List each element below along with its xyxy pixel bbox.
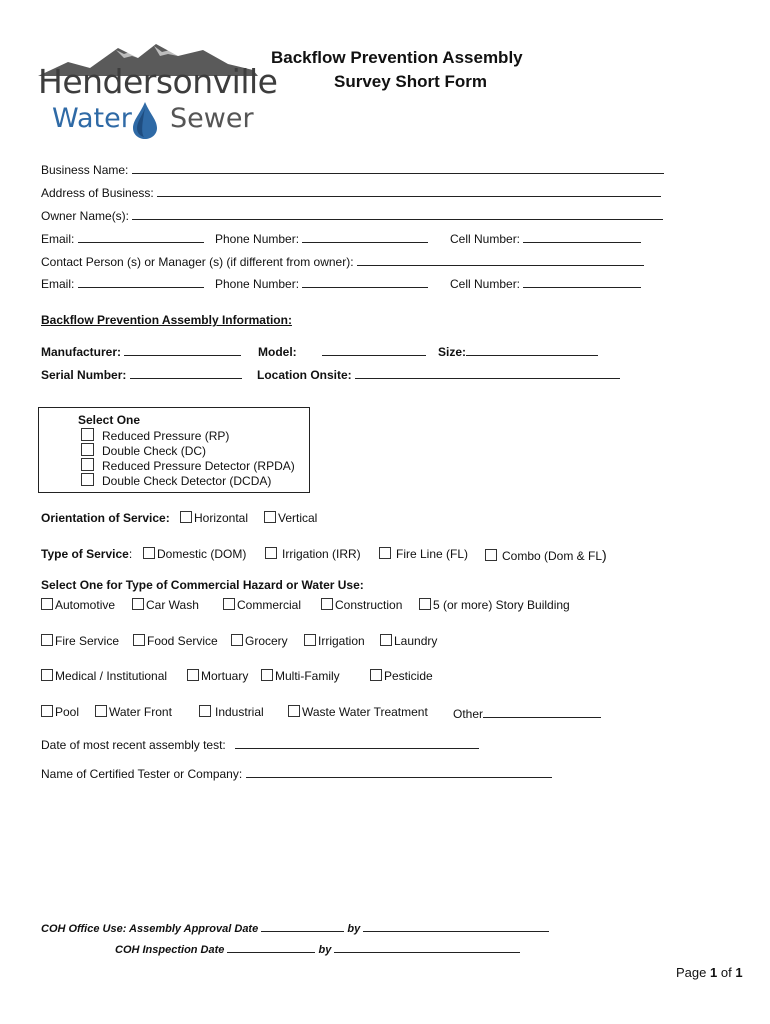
checkbox[interactable] bbox=[41, 634, 53, 646]
hazard-water-front[interactable] bbox=[95, 705, 172, 719]
contact-person-label: Contact Person (s) or Manager (s) (if different from owner): bbox=[41, 255, 354, 269]
hazard-pool[interactable] bbox=[41, 705, 79, 719]
option-label: Pesticide bbox=[384, 669, 433, 683]
checkbox[interactable] bbox=[41, 669, 53, 681]
logo-city: Hendersonville bbox=[38, 62, 278, 101]
checkbox[interactable] bbox=[264, 511, 276, 523]
service-irr[interactable] bbox=[265, 547, 361, 561]
hazard-mortuary[interactable] bbox=[187, 669, 248, 683]
cell-field-2[interactable] bbox=[523, 275, 641, 288]
checkbox[interactable] bbox=[41, 598, 53, 610]
business-name-label: Business Name: bbox=[41, 163, 129, 177]
select-one-title: Select One bbox=[78, 413, 141, 427]
option-label: Irrigation (IRR) bbox=[282, 547, 361, 561]
size-row bbox=[438, 343, 598, 359]
test-date-row bbox=[41, 736, 479, 752]
option-label: Double Check Detector (DCDA) bbox=[102, 474, 272, 488]
contact-person-row bbox=[41, 253, 644, 269]
cell-label-2: Cell Number: bbox=[450, 277, 521, 291]
page-subtitle: Survey Short Form bbox=[334, 72, 488, 91]
approval-by-field[interactable] bbox=[363, 921, 549, 932]
checkbox[interactable] bbox=[379, 547, 391, 559]
email-row-2 bbox=[41, 275, 204, 291]
option-label: Automotive bbox=[55, 598, 116, 612]
cell-label-1: Cell Number: bbox=[450, 232, 521, 246]
option-label: Medical / Institutional bbox=[55, 669, 168, 683]
phone-label-1: Phone Number: bbox=[215, 232, 300, 246]
checkbox[interactable] bbox=[132, 598, 144, 610]
email-field-1[interactable] bbox=[78, 230, 204, 243]
owner-label: Owner Name(s): bbox=[41, 209, 130, 223]
model-field[interactable] bbox=[322, 343, 426, 356]
business-name-row bbox=[41, 161, 664, 177]
phone-row-2 bbox=[215, 275, 428, 291]
option-label: Laundry bbox=[394, 634, 438, 648]
hazard-pesticide[interactable] bbox=[370, 669, 433, 683]
option-label: Industrial bbox=[215, 705, 264, 719]
checkbox[interactable] bbox=[180, 511, 192, 523]
serial-label: Serial Number: bbox=[41, 368, 127, 382]
close-paren: ) bbox=[602, 547, 607, 563]
checkbox[interactable] bbox=[304, 634, 316, 646]
location-field[interactable] bbox=[355, 366, 620, 379]
checkbox[interactable] bbox=[41, 705, 53, 717]
assembly-heading-text: Backflow Prevention Assembly Information: bbox=[41, 313, 292, 327]
hazard-5-story[interactable] bbox=[419, 598, 570, 612]
email-label-1: Email: bbox=[41, 232, 75, 246]
option-label: Domestic (DOM) bbox=[157, 547, 247, 561]
page-of: of bbox=[720, 965, 732, 980]
option-label: Irrigation bbox=[318, 634, 365, 648]
model-row bbox=[258, 343, 426, 359]
option-label: Pool bbox=[55, 705, 80, 719]
page-word: Page bbox=[676, 965, 707, 980]
location-label: Location Onsite: bbox=[257, 368, 352, 382]
option-label: Reduced Pressure Detector (RPDA) bbox=[102, 459, 295, 473]
hazard-irrigation[interactable] bbox=[304, 634, 365, 648]
checkbox[interactable] bbox=[143, 547, 155, 559]
option-label: 5 (or more) Story Building bbox=[433, 598, 570, 612]
service-type-label: Type of Service bbox=[41, 547, 129, 561]
inspection-date-field[interactable] bbox=[227, 942, 315, 953]
address-field[interactable] bbox=[157, 184, 661, 197]
orientation-horizontal[interactable] bbox=[180, 511, 248, 525]
address-row bbox=[41, 184, 661, 200]
owner-field[interactable] bbox=[132, 207, 663, 220]
option-rpda[interactable] bbox=[81, 458, 295, 473]
water-drop-icon bbox=[130, 100, 160, 140]
option-label: Waste Water Treatment bbox=[302, 705, 428, 719]
logo-sewer: Sewer bbox=[170, 103, 254, 134]
tester-row bbox=[41, 765, 552, 781]
service-type-row bbox=[41, 547, 132, 561]
option-label: Multi-Family bbox=[275, 669, 340, 683]
contact-person-field[interactable] bbox=[357, 253, 644, 266]
model-label: Model: bbox=[258, 345, 297, 359]
serial-field[interactable] bbox=[130, 366, 242, 379]
other-field[interactable] bbox=[483, 705, 601, 718]
logo-water: Water bbox=[52, 103, 132, 134]
checkbox[interactable] bbox=[261, 669, 273, 681]
checkbox[interactable] bbox=[370, 669, 382, 681]
hazard-commercial[interactable] bbox=[223, 598, 301, 612]
service-fl[interactable] bbox=[379, 547, 468, 561]
page-number bbox=[676, 965, 743, 980]
checkbox[interactable] bbox=[95, 705, 107, 717]
test-date-label: Date of most recent assembly test: bbox=[41, 738, 226, 752]
hazard-fire-service[interactable] bbox=[41, 634, 119, 648]
checkbox[interactable] bbox=[380, 634, 392, 646]
hazard-industrial[interactable] bbox=[199, 705, 264, 719]
hazard-heading bbox=[41, 578, 364, 592]
checkbox[interactable] bbox=[81, 473, 94, 486]
checkbox[interactable] bbox=[485, 549, 497, 561]
service-combo[interactable] bbox=[485, 547, 607, 563]
manufacturer-label: Manufacturer: bbox=[41, 345, 122, 359]
email-row-1 bbox=[41, 230, 204, 246]
checkbox[interactable] bbox=[321, 598, 333, 610]
hazard-automotive[interactable] bbox=[41, 598, 115, 612]
page-current: 1 bbox=[710, 965, 718, 980]
checkbox[interactable] bbox=[265, 547, 277, 559]
phone-field-2[interactable] bbox=[302, 275, 428, 288]
inspection-row bbox=[115, 942, 520, 956]
tester-field[interactable] bbox=[246, 765, 552, 778]
hazard-multi-family[interactable] bbox=[261, 669, 340, 683]
assembly-type-box bbox=[38, 407, 310, 493]
option-label: Car Wash bbox=[146, 598, 199, 612]
inspection-by-field[interactable] bbox=[334, 942, 520, 953]
checkbox[interactable] bbox=[223, 598, 235, 610]
option-label: Food Service bbox=[147, 634, 218, 648]
hazard-other bbox=[453, 705, 601, 721]
checkbox[interactable] bbox=[419, 598, 431, 610]
hazard-car-wash[interactable] bbox=[132, 598, 199, 612]
option-label: Double Check (DC) bbox=[102, 444, 207, 458]
tester-label: Name of Certified Tester or Company: bbox=[41, 767, 243, 781]
checkbox[interactable] bbox=[133, 634, 145, 646]
checkbox[interactable] bbox=[81, 428, 94, 441]
option-label: Construction bbox=[335, 598, 403, 612]
option-rp[interactable] bbox=[81, 428, 229, 443]
approval-date-field[interactable] bbox=[261, 921, 344, 932]
checkbox[interactable] bbox=[199, 705, 211, 717]
option-label: Fire Line (FL) bbox=[396, 547, 469, 561]
business-name-field[interactable] bbox=[132, 161, 664, 174]
phone-label-2: Phone Number: bbox=[215, 277, 300, 291]
option-label: Water Front bbox=[109, 705, 172, 719]
serial-row bbox=[41, 366, 242, 382]
logo bbox=[38, 40, 278, 140]
phone-row-1 bbox=[215, 230, 428, 246]
checkbox[interactable] bbox=[288, 705, 300, 717]
option-label: Mortuary bbox=[201, 669, 249, 683]
checkbox[interactable] bbox=[81, 443, 94, 456]
other-label: Other bbox=[453, 707, 484, 721]
option-label: Combo (Dom & FL bbox=[502, 549, 603, 563]
test-date-field[interactable] bbox=[235, 736, 479, 749]
option-label: Vertical bbox=[278, 511, 318, 525]
checkbox[interactable] bbox=[231, 634, 243, 646]
page-total: 1 bbox=[735, 965, 743, 980]
hazard-construction[interactable] bbox=[321, 598, 402, 612]
option-label: Reduced Pressure (RP) bbox=[102, 429, 230, 443]
hazard-heading-text: Select One for Type of Commercial Hazard or Water Use: bbox=[41, 578, 364, 592]
email-label-2: Email: bbox=[41, 277, 75, 291]
address-label: Address of Business: bbox=[41, 186, 154, 200]
option-dc[interactable] bbox=[81, 443, 206, 458]
manufacturer-field[interactable] bbox=[124, 343, 241, 356]
hazard-medical[interactable] bbox=[41, 669, 167, 683]
option-dcda[interactable] bbox=[81, 473, 271, 488]
orientation-label: Orientation of Service: bbox=[41, 511, 170, 525]
approval-row bbox=[41, 921, 549, 935]
orientation-row bbox=[41, 511, 170, 525]
hazard-food-service[interactable] bbox=[133, 634, 218, 648]
checkbox[interactable] bbox=[81, 458, 94, 471]
option-label: Horizontal bbox=[194, 511, 249, 525]
checkbox[interactable] bbox=[187, 669, 199, 681]
owner-row bbox=[41, 207, 663, 223]
inspection-label: COH Inspection Date bbox=[115, 944, 225, 956]
size-label: Size: bbox=[438, 345, 467, 359]
email-field-2[interactable] bbox=[78, 275, 204, 288]
cell-row-2 bbox=[450, 275, 641, 291]
size-field[interactable] bbox=[466, 343, 598, 356]
cell-row-1 bbox=[450, 230, 641, 246]
approval-by-label: by bbox=[347, 923, 361, 935]
hazard-waste-water[interactable] bbox=[288, 705, 428, 719]
hazard-grocery[interactable] bbox=[231, 634, 288, 648]
assembly-heading bbox=[41, 313, 292, 327]
option-label: Commercial bbox=[237, 598, 302, 612]
inspection-by-label: by bbox=[318, 944, 332, 956]
approval-label: COH Office Use: Assembly Approval Date bbox=[41, 923, 259, 935]
service-type-colon: : bbox=[128, 547, 133, 561]
phone-field-1[interactable] bbox=[302, 230, 428, 243]
location-row bbox=[257, 366, 620, 382]
page-title: Backflow Prevention Assembly bbox=[271, 48, 523, 67]
cell-field-1[interactable] bbox=[523, 230, 641, 243]
service-dom[interactable] bbox=[143, 547, 246, 561]
manufacturer-row bbox=[41, 343, 241, 359]
option-label: Grocery bbox=[245, 634, 288, 648]
orientation-vertical[interactable] bbox=[264, 511, 317, 525]
option-label: Fire Service bbox=[55, 634, 120, 648]
hazard-laundry[interactable] bbox=[380, 634, 437, 648]
